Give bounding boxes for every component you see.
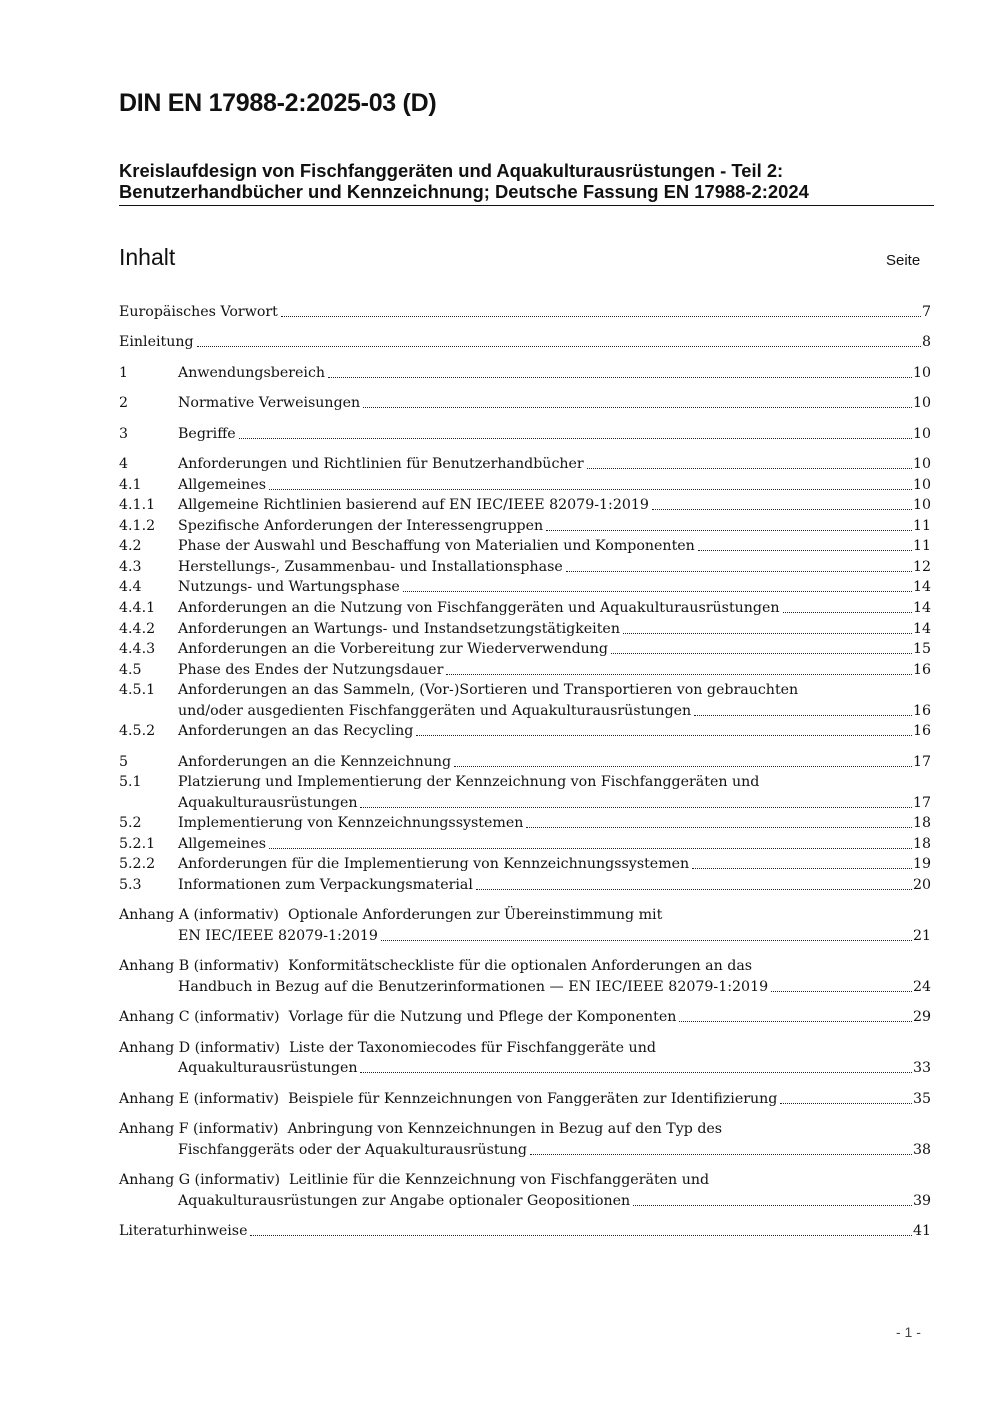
- toc-entry[interactable]: [119, 834, 931, 854]
- toc-entry-title: Europäisches Vorwort: [119, 304, 278, 320]
- toc-entry-indent: [119, 1058, 178, 1078]
- toc-entry-page: 10: [912, 365, 931, 381]
- toc-entry-page: 10: [912, 477, 931, 493]
- toc-entry-title: und/oder ausgedienten Fischfanggeräten und Aquakulturausrüstungen: [178, 703, 692, 719]
- toc-dot-leader: [416, 721, 912, 741]
- toc-dot-leader: [546, 516, 912, 536]
- toc-entry-title: Anforderungen an Wartungs- und Instandsetzungstätigkeiten: [178, 621, 620, 637]
- toc-entry-number: 5.2: [119, 815, 142, 831]
- toc-entry-title: Anwendungsbereich: [178, 365, 326, 381]
- toc-entry-page: 35: [912, 1091, 931, 1107]
- toc-entry-title: Informationen zum Verpackungsmaterial: [178, 877, 473, 893]
- toc-entry-number: Anhang E (informativ): [119, 1091, 280, 1107]
- toc-dot-leader: [454, 752, 912, 772]
- toc-entry-number: 4.1.1: [119, 497, 156, 513]
- toc-entry-title: Anforderungen an die Vorbereitung zur Wiederverwendung: [178, 641, 609, 657]
- table-of-contents: [119, 0, 931, 1403]
- toc-entry-page: 10: [912, 395, 931, 411]
- page-column-heading: Seite: [886, 252, 921, 269]
- toc-entry[interactable]: [119, 619, 931, 639]
- toc-entry-title: Aquakulturausrüstungen: [178, 1060, 358, 1076]
- toc-entry-title: Handbuch in Bezug auf die Benutzerinformationen — EN IEC/IEEE 82079-1:2019: [178, 979, 769, 995]
- toc-dot-leader: [633, 1191, 912, 1211]
- toc-entry-title: Konformitätscheckliste für die optionalen Anforderungen an das: [288, 958, 753, 974]
- toc-entry-number: Anhang A (informativ): [119, 907, 279, 923]
- toc-entry-title: Anforderungen an die Nutzung von Fischfanggeräten und Aquakulturausrüstungen: [178, 600, 780, 616]
- toc-entry[interactable]: [119, 721, 931, 741]
- toc-entry-page: 16: [912, 723, 931, 739]
- toc-entry-page: 14: [912, 579, 931, 595]
- toc-entry-page: 15: [912, 641, 931, 657]
- toc-entry-title: Fischfanggeräts oder der Aquakulturausrüstung: [178, 1142, 527, 1158]
- toc-entry-title: Spezifische Anforderungen der Interessengruppen: [178, 518, 544, 534]
- toc-dot-leader: [363, 393, 912, 413]
- toc-entry-number: 4.5.1: [119, 682, 156, 698]
- subtitle-line-2: Benutzerhandbücher und Kennzeichnung; Deutsche Fassung EN 17988-2:2024: [119, 181, 809, 202]
- toc-entry-indent: [119, 1140, 178, 1160]
- toc-entry-number: 4.5: [119, 662, 142, 678]
- toc-entry[interactable]: [119, 332, 931, 352]
- toc-entry-number: 4.4.1: [119, 600, 156, 616]
- toc-dot-leader: [623, 619, 912, 639]
- toc-entry-number: 2: [119, 395, 129, 411]
- toc-dot-leader: [526, 813, 912, 833]
- toc-entry[interactable]: [119, 495, 931, 515]
- toc-dot-leader: [269, 834, 912, 854]
- toc-entry[interactable]: [119, 393, 931, 413]
- toc-entry-page: 41: [912, 1223, 931, 1239]
- toc-entry-number: 4: [119, 456, 129, 472]
- toc-entry-number: 5.3: [119, 877, 142, 893]
- toc-entry[interactable]: [119, 813, 931, 833]
- toc-entry[interactable]: [119, 1038, 931, 1058]
- toc-entry-number: 4.4.3: [119, 641, 156, 657]
- toc-entry-title: Implementierung von Kennzeichnungssystemen: [178, 815, 524, 831]
- toc-dot-leader: [360, 793, 911, 813]
- toc-entry[interactable]: [119, 660, 931, 680]
- toc-entry-title: Phase der Auswahl und Beschaffung von Materialien und Komponenten: [178, 538, 695, 554]
- toc-entry-number: 4.2: [119, 538, 142, 554]
- toc-entry-title: Herstellungs-, Zusammenbau- und Installationsphase: [178, 559, 563, 575]
- toc-entry-page: 24: [912, 979, 931, 995]
- document-id: DIN EN 17988-2:2025-03 (D): [119, 89, 437, 117]
- toc-entry-title: Leitlinie für die Kennzeichnung von Fischfanggeräten und: [289, 1172, 710, 1188]
- toc-entry-page: 19: [912, 856, 931, 872]
- toc-entry[interactable]: [119, 772, 931, 792]
- toc-entry-title: Anbringung von Kennzeichnungen in Bezug auf den Typ des: [287, 1121, 723, 1137]
- toc-entry[interactable]: [119, 557, 931, 577]
- toc-entry-indent: [119, 701, 178, 721]
- toc-entry[interactable]: [119, 536, 931, 556]
- toc-entry-indent: [119, 1191, 178, 1211]
- toc-entry-page: 14: [912, 621, 931, 637]
- toc-entry-number: 5: [119, 754, 129, 770]
- toc-entry[interactable]: [119, 454, 931, 474]
- toc-entry-title: Anforderungen an das Recycling: [178, 723, 414, 739]
- toc-entry-page: 7: [921, 304, 931, 320]
- toc-dot-leader: [476, 875, 912, 895]
- toc-entry-page: 33: [912, 1060, 931, 1076]
- toc-dot-leader: [587, 454, 912, 474]
- toc-entry-page: 18: [912, 836, 931, 852]
- toc-entry-number: 4.3: [119, 559, 142, 575]
- toc-entry[interactable]: [119, 475, 931, 495]
- toc-entry-number: 5.1: [119, 774, 142, 790]
- toc-entry-title: Vorlage für die Nutzung und Pflege der Komponenten: [288, 1009, 677, 1025]
- toc-entry-title: Begriffe: [178, 426, 236, 442]
- toc-entry[interactable]: [119, 1058, 931, 1078]
- toc-entry-number: Anhang D (informativ): [119, 1040, 281, 1056]
- toc-entry-title: Aquakulturausrüstungen zur Angabe optionaler Geopositionen: [178, 1193, 631, 1209]
- toc-entry[interactable]: [119, 905, 931, 925]
- toc-dot-leader: [239, 424, 912, 444]
- toc-entry[interactable]: [119, 752, 931, 772]
- toc-entry-page: 8: [921, 334, 931, 350]
- toc-entry-indent: [119, 926, 178, 946]
- toc-entry-title: Allgemeines: [178, 836, 266, 852]
- toc-dot-leader: [692, 854, 912, 874]
- toc-dot-leader: [381, 926, 912, 946]
- toc-entry-title: Literaturhinweise: [119, 1223, 248, 1239]
- toc-dot-leader: [698, 536, 912, 556]
- toc-entry-number: 5.2.1: [119, 836, 156, 852]
- toc-entry-number: 4.4: [119, 579, 142, 595]
- toc-entry-number: 4.1.2: [119, 518, 156, 534]
- toc-entry-title: Anforderungen für die Implementierung von Kennzeichnungssystemen: [178, 856, 690, 872]
- toc-entry[interactable]: [119, 1170, 931, 1190]
- toc-entry-indent: [119, 793, 178, 813]
- toc-entry[interactable]: [119, 1221, 931, 1241]
- toc-entry-number: 4.1: [119, 477, 142, 493]
- toc-entry[interactable]: [119, 1119, 931, 1139]
- toc-entry[interactable]: [119, 680, 931, 700]
- toc-entry-page: 21: [912, 928, 931, 944]
- toc-dot-leader: [652, 495, 912, 515]
- toc-entry-page: 10: [912, 497, 931, 513]
- toc-entry-title: Beispiele für Kennzeichnungen von Fanggeräten zur Identifizierung: [288, 1091, 778, 1107]
- toc-entry-page: 12: [912, 559, 931, 575]
- toc-entry-number: 3: [119, 426, 129, 442]
- toc-entry-title: Normative Verweisungen: [178, 395, 361, 411]
- toc-entry-page: 16: [912, 662, 931, 678]
- toc-dot-leader: [360, 1058, 911, 1078]
- toc-entry-title: Phase des Endes der Nutzungsdauer: [178, 662, 444, 678]
- toc-entry-number: 5.2.2: [119, 856, 156, 872]
- toc-entry[interactable]: [119, 854, 931, 874]
- toc-entry[interactable]: [119, 598, 931, 618]
- toc-entry-number: Anhang B (informativ): [119, 958, 280, 974]
- toc-dot-leader: [611, 639, 912, 659]
- toc-entry-number: 1: [119, 365, 129, 381]
- toc-entry-title: Anforderungen an das Sammeln, (Vor-)Sortieren und Transportieren von gebrauchten: [178, 682, 799, 698]
- toc-entry[interactable]: [119, 577, 931, 597]
- toc-dot-leader: [446, 660, 912, 680]
- toc-entry[interactable]: [119, 1140, 931, 1160]
- toc-entry-page: 39: [912, 1193, 931, 1209]
- toc-entry[interactable]: [119, 302, 931, 322]
- toc-dot-leader: [269, 475, 912, 495]
- toc-entry-page: 10: [912, 426, 931, 442]
- toc-entry[interactable]: [119, 926, 931, 946]
- toc-entry-title: Nutzungs- und Wartungsphase: [178, 579, 400, 595]
- toc-dot-leader: [250, 1221, 911, 1241]
- toc-entry-page: 11: [912, 538, 931, 554]
- toc-entry-page: 38: [912, 1142, 931, 1158]
- toc-entry-title: Aquakulturausrüstungen: [178, 795, 358, 811]
- toc-entry[interactable]: [119, 424, 931, 444]
- toc-dot-leader: [780, 1089, 912, 1109]
- toc-entry-title: Allgemeines: [178, 477, 266, 493]
- toc-entry[interactable]: [119, 701, 931, 721]
- toc-entry-number: 4.5.2: [119, 723, 156, 739]
- toc-dot-leader: [328, 363, 912, 383]
- toc-entry-page: 18: [912, 815, 931, 831]
- toc-entry-page: 10: [912, 456, 931, 472]
- toc-entry-page: 29: [912, 1009, 931, 1025]
- toc-entry-number: Anhang C (informativ): [119, 1009, 280, 1025]
- toc-entry-title: Platzierung und Implementierung der Kennzeichnung von Fischfanggeräten und: [178, 774, 760, 790]
- toc-entry[interactable]: [119, 516, 931, 536]
- toc-dot-leader: [197, 332, 921, 352]
- toc-entry-number: 4.4.2: [119, 621, 156, 637]
- toc-entry[interactable]: [119, 977, 931, 997]
- toc-entry[interactable]: [119, 1007, 931, 1027]
- toc-entry-page: 16: [912, 703, 931, 719]
- toc-entry-title: Optionale Anforderungen zur Übereinstimmung mit: [287, 907, 663, 923]
- toc-entry-title: Allgemeine Richtlinien basierend auf EN IEC/IEEE 82079-1:2019: [178, 497, 649, 513]
- toc-dot-leader: [403, 577, 912, 597]
- toc-entry-title: Anforderungen an die Kennzeichnung: [178, 754, 452, 770]
- toc-entry-title: Liste der Taxonomiecodes für Fischfanggeräte und: [289, 1040, 656, 1056]
- toc-entry-number: Anhang G (informativ): [119, 1172, 281, 1188]
- toc-entry[interactable]: [119, 1089, 931, 1109]
- toc-dot-leader: [281, 302, 921, 322]
- toc-entry-page: 17: [912, 795, 931, 811]
- toc-entry-page: 11: [912, 518, 931, 534]
- toc-dot-leader: [694, 701, 912, 721]
- toc-entry-title: EN IEC/IEEE 82079-1:2019: [178, 928, 378, 944]
- toc-entry[interactable]: [119, 956, 931, 976]
- toc-entry-page: 20: [912, 877, 931, 893]
- toc-entry-page: 17: [912, 754, 931, 770]
- page-number: - 1 -: [896, 1324, 921, 1340]
- toc-dot-leader: [679, 1007, 912, 1027]
- toc-entry-number: Anhang F (informativ): [119, 1121, 279, 1137]
- toc-dot-leader: [530, 1140, 912, 1160]
- toc-entry[interactable]: [119, 1191, 931, 1211]
- toc-entry[interactable]: [119, 875, 931, 895]
- contents-heading: Inhalt: [119, 244, 176, 270]
- toc-entry[interactable]: [119, 363, 931, 383]
- toc-entry-indent: [119, 977, 178, 997]
- toc-entry[interactable]: [119, 793, 931, 813]
- subtitle-line-1: Kreislaufdesign von Fischfanggeräten und Aquakulturausrüstungen - Teil 2:: [119, 160, 784, 181]
- toc-entry-title: Einleitung: [119, 334, 194, 350]
- toc-entry-title: Anforderungen und Richtlinien für Benutzerhandbücher: [178, 456, 584, 472]
- toc-dot-leader: [771, 977, 912, 997]
- toc-dot-leader: [566, 557, 912, 577]
- toc-entry[interactable]: [119, 639, 931, 659]
- toc-dot-leader: [783, 598, 912, 618]
- toc-entry-page: 14: [912, 600, 931, 616]
